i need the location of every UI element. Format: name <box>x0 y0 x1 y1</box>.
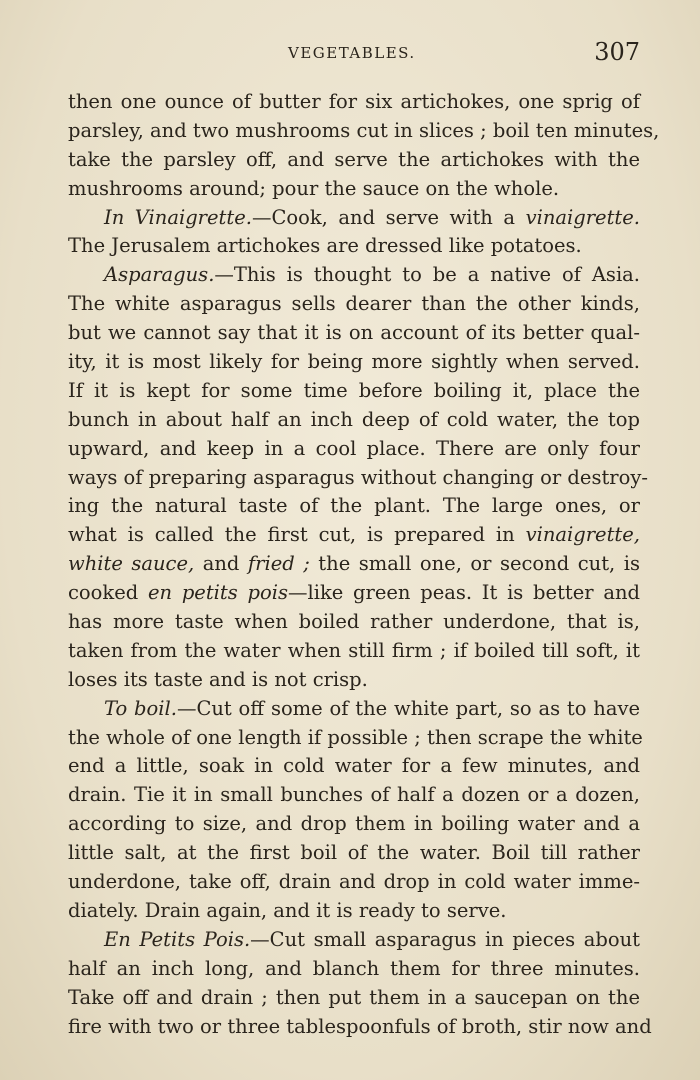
text-line <box>68 377 640 406</box>
text-line <box>68 550 640 579</box>
text-segment: fire with two or three tablespoonfuls of broth, stir now and <box>68 1014 652 1038</box>
text-segment: parsley, and two mushrooms cut in slices ; boil ten minutes, <box>68 118 660 142</box>
text-segment: has more taste when boiled rather underdone, that is, <box>68 610 640 634</box>
text-segment: loses its taste and is not crisp. <box>68 667 368 691</box>
text-segment: —Cook, and serve with a <box>251 205 526 229</box>
text-segment: —like green peas. It is better and <box>287 581 641 605</box>
text-line <box>68 955 640 984</box>
text-segment: ity, it is most likely for being more sightly when served. <box>68 350 640 374</box>
text-line <box>68 695 640 724</box>
text-segment: taken from the water when still firm ; if boiled till soft, it <box>68 638 640 662</box>
text-line <box>68 492 640 521</box>
text-segment: If it is kept for some time before boiling it, place the <box>68 378 640 402</box>
text-segment: drain. Tie it in small bunches of half a dozen or a dozen, <box>68 783 640 807</box>
text-line <box>68 117 660 146</box>
text-segment: half an inch long, and blanch them for three minutes. <box>68 956 640 980</box>
text-line <box>68 926 640 955</box>
italic-text: Asparagus. <box>104 263 215 287</box>
text-segment: then one ounce of butter for six artichokes, one sprig of <box>68 90 640 113</box>
text-line <box>68 781 640 810</box>
text-segment: what is called the first cut, is prepared in <box>68 523 526 547</box>
text-segment: —Cut off some of the white part, so as to have <box>176 696 641 720</box>
text-segment: —This is thought to be a native of Asia. <box>214 263 640 287</box>
text-line <box>68 464 648 493</box>
text-segment: The white asparagus sells dearer than the other kinds, <box>68 292 640 316</box>
page-number: 307 <box>594 38 640 66</box>
text-segment: ways of preparing asparagus without changing or destroy- <box>68 465 648 489</box>
text-segment: little salt, at the first boil of the water. Boil till rather <box>68 841 640 865</box>
text-line <box>68 232 640 261</box>
italic-text: En Petits Pois. <box>104 927 251 951</box>
text-line <box>68 175 640 204</box>
text-segment: Take off and drain ; then put them in a saucepan on the <box>68 985 640 1009</box>
text-line <box>68 637 640 666</box>
text-line <box>68 290 640 319</box>
text-segment: mushrooms around; pour the sauce on the whole. <box>68 176 560 200</box>
text-line <box>68 984 640 1013</box>
italic-text: fried ; <box>247 552 310 576</box>
text-line <box>68 868 640 897</box>
text-segment: end a little, soak in cold water for a few minutes, and <box>68 754 640 778</box>
text-line <box>68 88 640 117</box>
text-segment: bunch in about half an inch deep of cold water, the top <box>68 407 640 431</box>
text-line <box>68 608 640 637</box>
text-line <box>68 897 640 926</box>
italic-text: vinaigrette. <box>525 205 640 229</box>
text-segment: the small one, or second cut, is <box>309 552 640 576</box>
page-body <box>68 88 660 1041</box>
text-line <box>68 810 640 839</box>
text-line <box>68 319 640 348</box>
text-line <box>68 435 640 464</box>
text-line <box>68 146 640 175</box>
text-segment: underdone, take off, drain and drop in cold water imme- <box>68 870 640 894</box>
italic-text: In Vinaigrette. <box>104 205 252 229</box>
text-line <box>68 521 640 550</box>
text-line <box>68 348 640 377</box>
italic-text: vinaigrette, <box>525 523 640 547</box>
text-line <box>68 839 640 868</box>
text-line <box>68 724 643 753</box>
italic-text: en petits pois <box>147 581 288 605</box>
text-segment: take the parsley off, and serve the artichokes with the <box>68 147 640 171</box>
text-segment: but we cannot say that it is on account of its better qual- <box>68 321 640 345</box>
italic-text: To boil. <box>104 696 177 720</box>
text-segment: —Cut small asparagus in pieces about <box>250 927 640 951</box>
text-line <box>68 579 640 608</box>
text-line <box>68 752 640 781</box>
page-header <box>68 36 640 76</box>
text-line <box>68 261 640 290</box>
text-segment: The Jerusalem artichokes are dressed like potatoes. <box>68 234 582 258</box>
text-line <box>68 666 640 695</box>
text-segment: according to size, and drop them in boiling water and a <box>68 812 640 836</box>
text-segment: upward, and keep in a cool place. There are only four <box>68 436 640 460</box>
text-line <box>68 204 640 233</box>
text-line <box>68 1013 652 1042</box>
text-segment: diately. Drain again, and it is ready to serve. <box>68 898 507 922</box>
italic-text: white sauce, <box>68 552 195 576</box>
text-line <box>68 406 640 435</box>
running-head: VEGETABLES. <box>288 44 416 62</box>
text-segment: and <box>194 552 248 576</box>
text-segment: cooked <box>68 581 148 605</box>
text-segment: ing the natural taste of the plant. The large ones, or <box>68 494 640 518</box>
text-segment: the whole of one length if possible ; then scrape the white <box>68 725 643 749</box>
